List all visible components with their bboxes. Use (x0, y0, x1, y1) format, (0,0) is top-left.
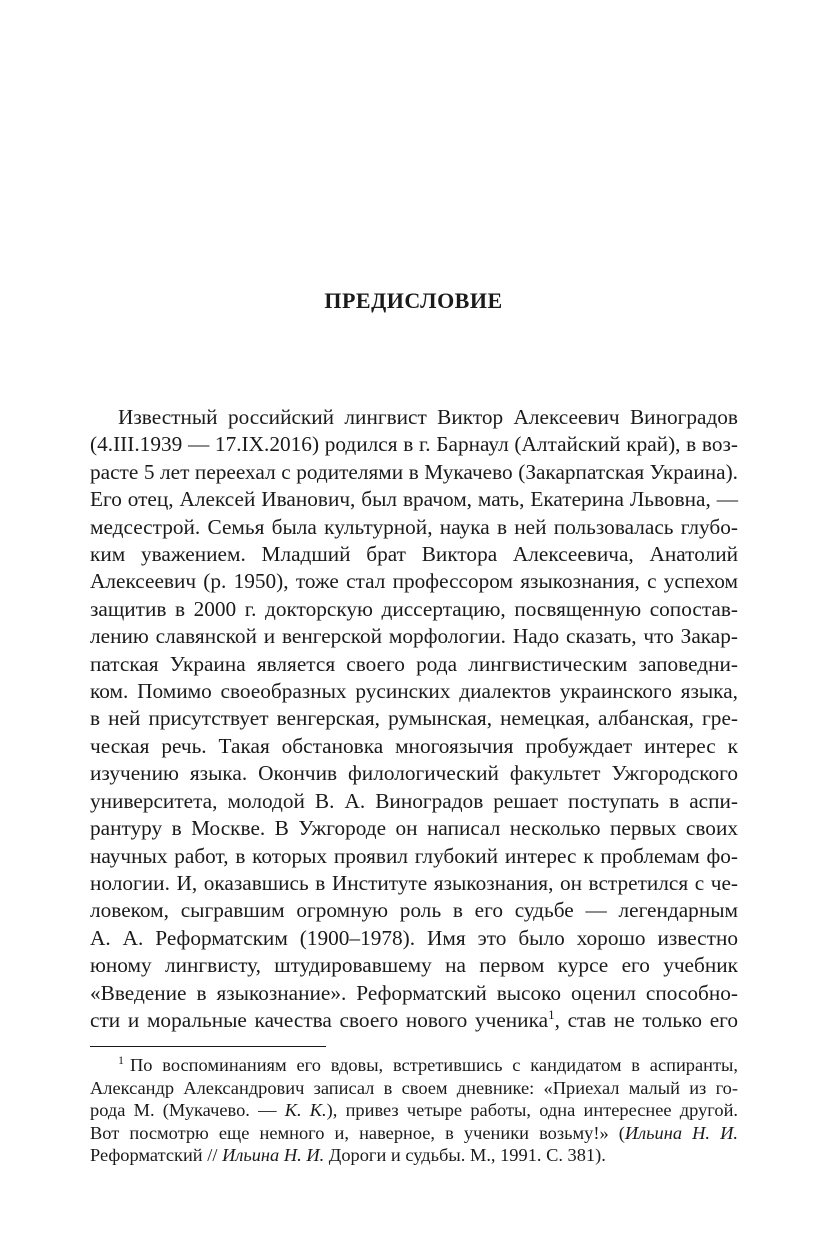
text-line: ком. Помимо своеобразных русинских диалектов украинского языка, (90, 679, 738, 704)
footnote-line: Александр Александрович записал в своем дневнике: «Приехал малый из го- (90, 1077, 738, 1098)
text-line: Алексеевич (р. 1950), тоже стал профессором языкознания, с успехом (90, 569, 738, 594)
text-line: А. А. Реформатским (1900–1978). Имя это было хорошо известно (90, 925, 738, 950)
text-segment: Дороги и судьбы. М., 1991. С. 381). (324, 1145, 606, 1166)
text-line: научных работ, в которых проявил глубокий интерес к проблемам фо- (90, 843, 738, 868)
text-line: в ней присутствует венгерская, румынская, немецкая, албанская, гре- (90, 706, 738, 731)
footnote-line (90, 1054, 738, 1077)
text-line: расте 5 лет переехал с родителями в Мукачево (Закарпатская Украина). (90, 459, 738, 484)
text-line-with-footnote-ref (90, 1007, 738, 1034)
text-line: лению славянской и венгерской морфологии. Надо сказать, что Закар- (90, 624, 738, 649)
body-paragraph (90, 404, 738, 1034)
text-line: «Введение в языкознание». Реформатский высоко оценил способно- (90, 980, 738, 1005)
text-segment: По воспоминаниям его вдовы, встретившись с кандидатом в аспиранты, (130, 1055, 738, 1075)
footnote-line (90, 1122, 738, 1145)
footnote-line (90, 1144, 738, 1167)
text-line: ловеком, сыгравшим огромную роль в его судьбе — легендарным (90, 898, 738, 923)
footnote (90, 1054, 738, 1167)
footnote-line (90, 1099, 738, 1122)
footnote-divider (90, 1046, 326, 1047)
text-line: медсестрой. Семья была культурной, наука в ней пользовалась глубо- (90, 514, 738, 539)
text-segment: Вот посмотрю еще немного и, наверное, в ученики возьму!» ( (90, 1122, 625, 1143)
text-segment: ), привез четыре работы, одна интереснее другой. (326, 1100, 739, 1121)
text-line: ческая речь. Такая обстановка многоязычия пробуждает интерес к (90, 733, 738, 758)
italic-initials: К. К. (284, 1100, 327, 1121)
text-segment: Реформатский // (90, 1145, 223, 1166)
page-title: ПРЕДИСЛОВИЕ (324, 288, 503, 313)
text-line: университета, молодой В. А. Виноградов решает поступать в аспи- (90, 788, 738, 813)
text-line: ким уважением. Младший брат Виктора Алексеевича, Анатолий (90, 542, 738, 567)
text-line: защитив в 2000 г. докторскую диссертацию, посвященную сопостав- (90, 596, 738, 621)
text-line: нологии. И, оказавшись в Институте языкознания, он встретился с че- (90, 870, 738, 895)
footnote-reference[interactable]: 1 (548, 1006, 555, 1022)
text-line: изучению языка. Окончив филологический факультет Ужгородского (90, 761, 738, 786)
italic-author: Ильина Н. И. (222, 1145, 325, 1166)
text-line: патская Украина является своего рода лингвистическим заповедни- (90, 651, 738, 676)
text-line: Его отец, Алексей Иванович, был врачом, мать, Екатерина Львовна, — (90, 487, 738, 512)
text-line: юному лингвисту, штудировавшему на первом курсе его учебник (90, 953, 738, 978)
text-line: Известный российский лингвист Виктор Алексеевич Виноградов (118, 405, 738, 429)
text-line: рантуру в Москве. В Ужгороде он написал несколько первых своих (90, 816, 738, 841)
text-line: (4.III.1939 — 17.IX.2016) родился в г. Барнаул (Алтайский край), в воз- (90, 432, 738, 457)
italic-author: Ильина Н. И. (624, 1122, 738, 1143)
text-segment: , став не только его (554, 1007, 738, 1032)
text-segment: рода М. (Мукачево. — (90, 1100, 285, 1121)
footnote-mark: 1 (118, 1053, 124, 1067)
text-segment: сти и моральные качества своего нового ученика (90, 1007, 549, 1032)
